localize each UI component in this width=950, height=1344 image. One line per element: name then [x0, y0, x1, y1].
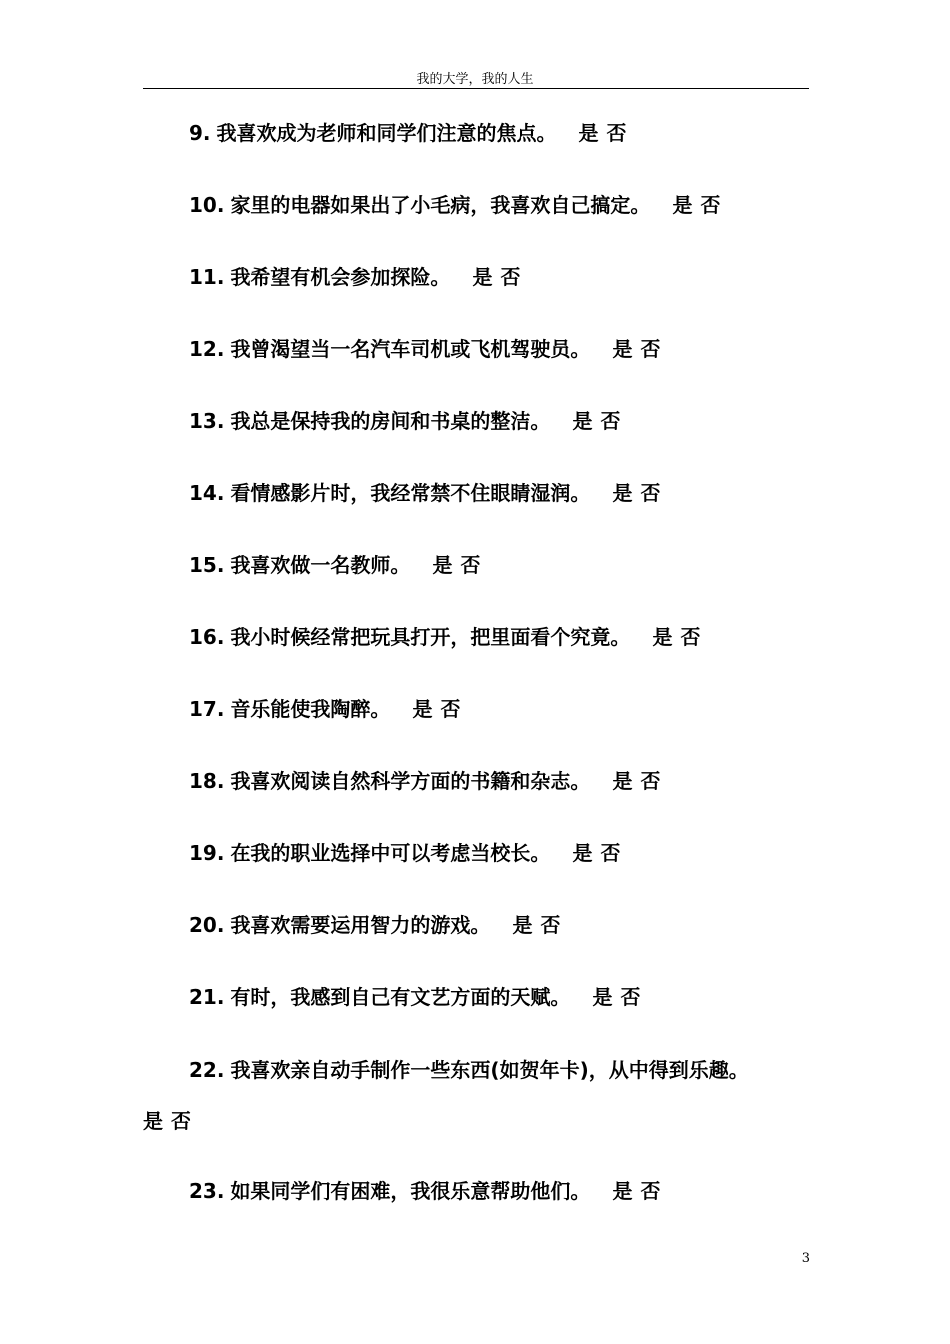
- answer-options: [592, 985, 640, 1009]
- question-number: 20.: [189, 913, 225, 937]
- answer-options: [612, 769, 660, 793]
- question-item: [0, 407, 950, 435]
- question-number: 10.: [189, 193, 225, 217]
- question-number: 14.: [189, 481, 225, 505]
- question-number: 16.: [189, 625, 225, 649]
- answer-yes[interactable]: 是: [472, 265, 493, 289]
- question-text: 我喜欢做一名教师。: [230, 553, 411, 577]
- answer-yes[interactable]: 是: [612, 1179, 633, 1203]
- answer-yes[interactable]: 是: [432, 553, 453, 577]
- question-text: 我曾渴望当一名汽车司机或飞机驾驶员。: [230, 337, 591, 361]
- answer-options: [672, 193, 720, 217]
- answer-options: [412, 697, 460, 721]
- question-text: 有时，我感到自己有文艺方面的天赋。: [230, 985, 571, 1009]
- answer-options: [612, 1179, 660, 1203]
- answer-options: [512, 913, 560, 937]
- answer-yes[interactable]: 是: [143, 1109, 163, 1133]
- question-number: 22.: [189, 1058, 225, 1082]
- question-item: [0, 983, 950, 1011]
- question-item: [0, 263, 950, 291]
- answer-yes[interactable]: 是: [672, 193, 693, 217]
- answer-no[interactable]: 否: [620, 985, 641, 1009]
- question-number: 19.: [189, 841, 225, 865]
- answer-options: [432, 553, 480, 577]
- answer-yes[interactable]: 是: [572, 841, 593, 865]
- question-item: [0, 335, 950, 363]
- question-item: [0, 911, 950, 939]
- answer-no[interactable]: 否: [460, 553, 481, 577]
- question-item: [0, 191, 950, 219]
- question-text: 如果同学们有困难，我很乐意帮助他们。: [230, 1179, 591, 1203]
- question-text: 我喜欢亲自动手制作一些东西(如贺年卡)，从中得到乐趣。: [230, 1058, 749, 1082]
- answer-no[interactable]: 否: [640, 1179, 661, 1203]
- question-number: 18.: [189, 769, 225, 793]
- answer-no[interactable]: 否: [606, 121, 627, 145]
- answer-no[interactable]: 否: [640, 481, 661, 505]
- question-text: 我喜欢阅读自然科学方面的书籍和杂志。: [230, 769, 591, 793]
- question-number: 17.: [189, 697, 225, 721]
- question-item: [0, 767, 950, 795]
- question-text: 音乐能使我陶醉。: [230, 697, 391, 721]
- answer-no[interactable]: 否: [440, 697, 461, 721]
- question-item: [0, 623, 950, 651]
- header-rule: [143, 88, 809, 89]
- question-text: 我喜欢需要运用智力的游戏。: [230, 913, 491, 937]
- answer-yes[interactable]: 是: [578, 121, 599, 145]
- question-item: [0, 1056, 950, 1084]
- answer-no[interactable]: 否: [540, 913, 561, 937]
- question-item: [0, 1177, 950, 1205]
- question-text: 看情感影片时，我经常禁不住眼睛湿润。: [230, 481, 591, 505]
- answer-no[interactable]: 否: [640, 769, 661, 793]
- question-number: 21.: [189, 985, 225, 1009]
- question-number: 11.: [189, 265, 225, 289]
- answer-no[interactable]: 否: [700, 193, 721, 217]
- answer-options: [652, 625, 700, 649]
- answer-yes[interactable]: 是: [612, 337, 633, 361]
- answer-no[interactable]: 否: [600, 409, 621, 433]
- question-item: [0, 119, 950, 147]
- answer-yes[interactable]: 是: [612, 481, 633, 505]
- question-text: 我总是保持我的房间和书桌的整洁。: [230, 409, 551, 433]
- answer-no[interactable]: 否: [680, 625, 701, 649]
- question-number: 9.: [189, 121, 211, 145]
- answer-options: [143, 1107, 191, 1135]
- page-header-title: 我的大学，我的人生: [416, 72, 534, 87]
- answer-yes[interactable]: 是: [572, 409, 593, 433]
- question-number: 23.: [189, 1179, 225, 1203]
- answer-no[interactable]: 否: [640, 337, 661, 361]
- question-number: 13.: [189, 409, 225, 433]
- question-text: 家里的电器如果出了小毛病，我喜欢自己搞定。: [230, 193, 651, 217]
- answer-no[interactable]: 否: [600, 841, 621, 865]
- question-text: 在我的职业选择中可以考虑当校长。: [230, 841, 551, 865]
- answer-no[interactable]: 否: [171, 1109, 191, 1133]
- question-item: [0, 479, 950, 507]
- question-text: 我希望有机会参加探险。: [230, 265, 451, 289]
- question-number: 12.: [189, 337, 225, 361]
- answer-options: [572, 841, 620, 865]
- question-item: [0, 695, 950, 723]
- question-item: [0, 839, 950, 867]
- question-number: 15.: [189, 553, 225, 577]
- answer-yes[interactable]: 是: [612, 769, 633, 793]
- question-text: 我小时候经常把玩具打开，把里面看个究竟。: [230, 625, 631, 649]
- answer-no[interactable]: 否: [500, 265, 521, 289]
- question-text: 我喜欢成为老师和同学们注意的焦点。: [216, 121, 557, 145]
- answer-options: [612, 481, 660, 505]
- answer-options: [572, 409, 620, 433]
- answer-yes[interactable]: 是: [592, 985, 613, 1009]
- answer-options: [579, 121, 627, 145]
- answer-yes[interactable]: 是: [512, 913, 533, 937]
- answer-yes[interactable]: 是: [412, 697, 433, 721]
- answer-yes[interactable]: 是: [652, 625, 673, 649]
- answer-options: [612, 337, 660, 361]
- answer-options: [472, 265, 520, 289]
- question-item: [0, 551, 950, 579]
- page-number: 3: [801, 1251, 810, 1266]
